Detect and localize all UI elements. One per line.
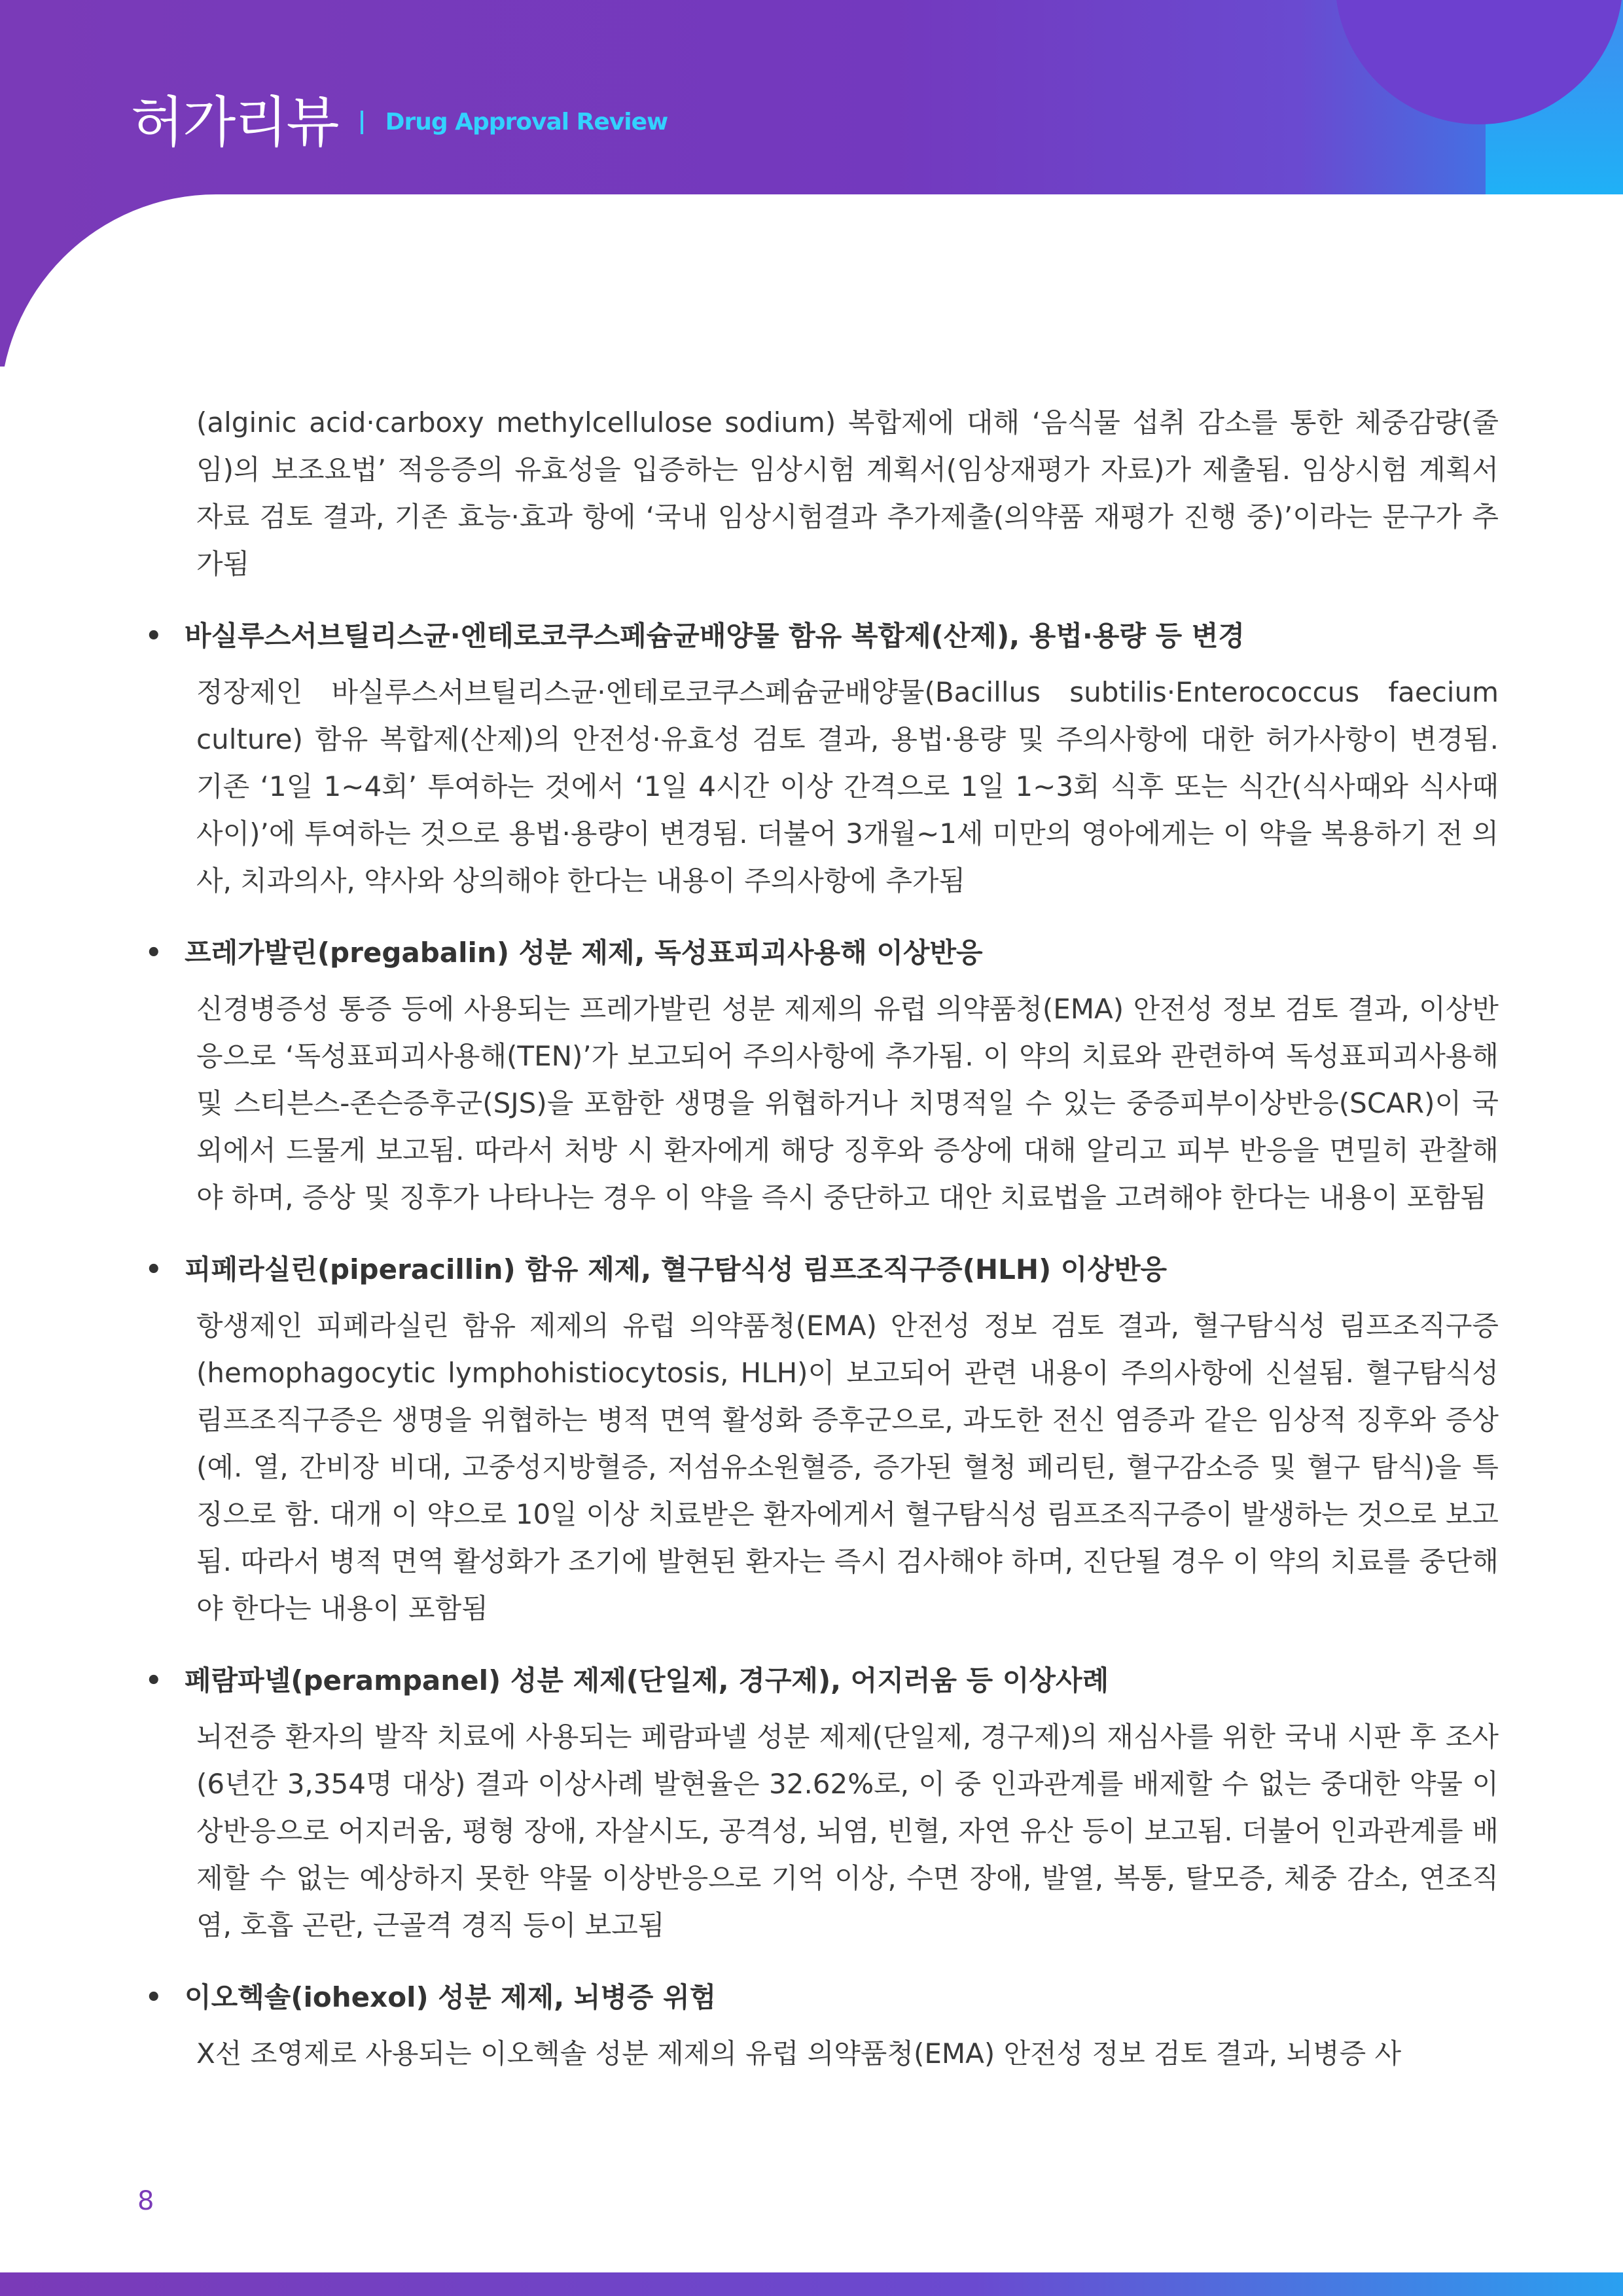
section-body: X선 조영제로 사용되는 이오헥솔 성분 제제의 유럽 의약품청(EMA) 안전성 정보 검토 결과, 뇌병증 사 <box>196 2037 1402 2070</box>
page-number: 8 <box>137 2186 154 2216</box>
section-heading-text: 피페라실린(piperacillin) 함유 제제, 혈구탐식성 림프조직구증(HLH) 이상반응 <box>185 1253 1168 1285</box>
article-body <box>137 399 1499 2077</box>
section-title-korean: 허가리뷰 <box>131 90 338 154</box>
section-body: 뇌전증 환자의 발작 치료에 사용되는 페람파넬 성분 제제(단일제, 경구제)의 재심사를 위한 국내 시판 후 조사(6년간 3,354명 대상) 결과 이상사례 발현율은 32.62%로, 이 중 인과관계를 배제할 수 없는 중대한 약물 이상반응으로 어지러움, 평형 장애, 자살시도, 공격성, 뇌염, 빈혈, 자연 유산 등이 보고됨. 더불어 인과관계를 배제할 수 없는 예상하지 못한 약물 이상반응으로 기억 이상, 수면 장애, 발열, 복통, 탈모증, 체중 감소, 연조직염, 호흡 곤란, 근골격 경직 등이 보고됨 <box>196 1721 1499 1941</box>
section-heading <box>145 929 1499 977</box>
section-title-english: Drug Approval Review <box>385 108 668 135</box>
footer-bar <box>0 2272 1623 2296</box>
bullet-icon: • <box>145 1982 162 2013</box>
corner-circle-decoration <box>1335 0 1623 124</box>
bullet-icon: • <box>145 938 162 968</box>
intro-paragraph: (alginic acid·carboxy methylcellulose sodium) 복합제에 대해 ‘음식물 섭취 감소를 통한 체중감량(줄임)의 보조요법’ 적응증의 유효성을 입증하는 임상시험 계획서(임상재평가 자료)가 제출됨. 임상시험 계획서 자료 검토 결과, 기존 효능·효과 항에 ‘국내 임상시험결과 추가제출(의약품 재평가 진행 중)’이라는 문구가 추가됨 <box>196 406 1499 580</box>
section-bacillus <box>137 613 1499 905</box>
section-pregabalin <box>137 929 1499 1221</box>
section-heading-text: 바실루스서브틸리스균·엔테로코쿠스페슘균배양물 함유 복합제(산제), 용법·용량 등 변경 <box>185 620 1245 652</box>
section-piperacillin <box>137 1246 1499 1632</box>
section-heading-text: 이오헥솔(iohexol) 성분 제제, 뇌병증 위험 <box>185 1981 717 2013</box>
section-heading-text: 프레가발린(pregabalin) 성분 제제, 독성표피괴사용해 이상반응 <box>185 937 983 969</box>
section-heading <box>145 1246 1499 1293</box>
section-iohexol <box>137 1974 1499 2077</box>
header-corner-accent <box>1486 0 1623 196</box>
section-perampanel <box>137 1657 1499 1949</box>
section-body: 신경병증성 통증 등에 사용되는 프레가발린 성분 제제의 유럽 의약품청(EMA) 안전성 정보 검토 결과, 이상반응으로 ‘독성표피괴사용해(TEN)’가 보고되어 주의사항에 추가됨. 이 약의 치료와 관련하여 독성표피괴사용해 및 스티븐스-존슨증후군(SJS)을 포함한 생명을 위협하거나 치명적일 수 있는 중증피부이상반응(SCAR)이 국외에서 드물게 보고됨. 따라서 처방 시 환자에게 해당 징후와 증상에 대해 알리고 피부 반응을 면밀히 관찰해야 하며, 증상 및 징후가 나타나는 경우 이 약을 즉시 중단하고 대안 치료법을 고려해야 한다는 내용이 포함됨 <box>196 993 1499 1213</box>
bullet-icon: • <box>145 1255 162 1285</box>
bullet-icon: • <box>145 621 162 651</box>
brand-title <box>131 79 668 157</box>
section-heading <box>145 1657 1499 1704</box>
section-body: 항생제인 피페라실린 함유 제제의 유럽 의약품청(EMA) 안전성 정보 검토 결과, 혈구탐식성 림프조직구증(hemophagocytic lymphohistiocytosis, HLH)이 보고되어 관련 내용이 주의사항에 신설됨. 혈구탐식성 림프조직구증은 생명을 위협하는 병적 면역 활성화 증후군으로, 과도한 전신 염증과 같은 임상적 징후와 증상(예. 열, 간비장 비대, 고중성지방혈증, 저섬유소원혈증, 증가된 혈청 페리틴, 혈구감소증 및 혈구 탐식)을 특징으로 함. 대개 이 약으로 10일 이상 치료받은 환자에게서 혈구탐식성 림프조직구증이 발생하는 것으로 보고됨. 따라서 병적 면역 활성화가 조기에 발현된 환자는 즉시 검사해야 하며, 진단될 경우 이 약의 치료를 중단해야 한다는 내용이 포함됨 <box>196 1310 1499 1624</box>
section-body: 정장제인 바실루스서브틸리스균·엔테로코쿠스페슘균배양물(Bacillus subtilis·Enterococcus faecium culture) 함유 복합제(산제)의 안전성·유효성 검토 결과, 용법·용량 및 주의사항에 대한 허가사항이 변경됨. 기존 ‘1일 1~4회’ 투여하는 것에서 ‘1일 4시간 이상 간격으로 1일 1~3회 식후 또는 식간(식사때와 식사때 사이)’에 투여하는 것으로 용법·용량이 변경됨. 더불어 3개월~1세 미만의 영아에게는 이 약을 복용하기 전 의사, 치과의사, 약사와 상의해야 한다는 내용이 주의사항에 추가됨 <box>196 676 1499 897</box>
section-heading-text: 페람파넬(perampanel) 성분 제제(단일제, 경구제), 어지러움 등 이상사례 <box>185 1664 1109 1696</box>
bullet-icon: • <box>145 1666 162 1696</box>
section-heading <box>145 613 1499 660</box>
title-divider <box>361 111 363 134</box>
section-heading <box>145 1974 1499 2021</box>
